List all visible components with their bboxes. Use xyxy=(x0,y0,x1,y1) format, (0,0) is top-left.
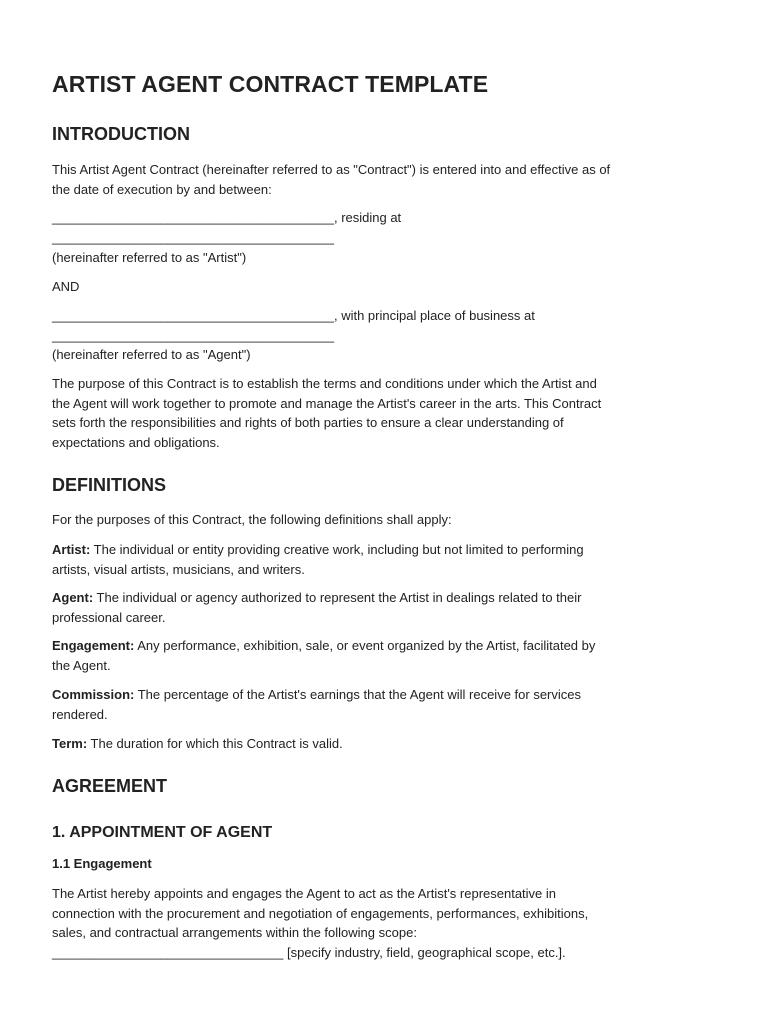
definition-text: professional career. xyxy=(52,609,166,625)
artist-name-blank: _______________________________________, residing at xyxy=(52,210,402,225)
definition-artist xyxy=(52,540,724,579)
intro-paragraph xyxy=(52,160,724,199)
introduction-heading: INTRODUCTION xyxy=(52,124,190,144)
purpose-line: the Agent will work together to promote and manage the Artist's career in the arts. This Contract xyxy=(52,395,602,411)
definition-commission xyxy=(52,685,724,724)
definition-term-duration xyxy=(52,734,724,754)
definition-text: Any performance, exhibition, sale, or event organized by the Artist, facilitated by xyxy=(134,638,596,653)
and-separator: AND xyxy=(52,279,80,294)
artist-reference: (hereinafter referred to as "Artist") xyxy=(52,250,247,265)
definition-term: Engagement: xyxy=(52,638,135,653)
engagement-line: sales, and contractual arrangements within the following scope: xyxy=(52,925,417,940)
engagement-paragraph xyxy=(52,884,724,962)
definitions-heading: DEFINITIONS xyxy=(52,475,167,495)
definition-term: Artist: xyxy=(52,542,91,557)
engagement-line: connection with the procurement and negotiation of engagements, performances, exhibitions, xyxy=(52,905,589,921)
definition-engagement xyxy=(52,636,724,675)
purpose-line: The purpose of this Contract is to establish the terms and conditions under which the Artist and xyxy=(52,376,597,391)
definition-text: rendered. xyxy=(52,706,108,722)
definition-term: Term: xyxy=(52,736,88,751)
subsection-1-1-heading: 1.1 Engagement xyxy=(52,856,152,871)
section-1-heading: 1. APPOINTMENT OF AGENT xyxy=(52,824,273,841)
definition-text: the Agent. xyxy=(52,657,111,673)
definition-text: The duration for which this Contract is valid. xyxy=(87,736,343,751)
agreement-heading: AGREEMENT xyxy=(52,776,168,796)
definitions-lead: For the purposes of this Contract, the following definitions shall apply: xyxy=(52,512,452,527)
engagement-line: The Artist hereby appoints and engages the Agent to act as the Artist's representative in xyxy=(52,886,557,901)
document-title: ARTIST AGENT CONTRACT TEMPLATE xyxy=(52,71,489,97)
definition-text: The individual or entity providing creative work, including but not limited to performing xyxy=(90,542,584,557)
agent-reference: (hereinafter referred to as "Agent") xyxy=(52,347,251,362)
intro-line: This Artist Agent Contract (hereinafter referred to as "Contract") is entered into and effective as of xyxy=(52,162,611,177)
agent-address-blank: _______________________________________ xyxy=(52,328,334,343)
definition-agent xyxy=(52,588,724,627)
purpose-line: expectations and obligations. xyxy=(52,434,220,450)
definition-text: The percentage of the Artist's earnings that the Agent will receive for services xyxy=(134,687,581,702)
purpose-line: sets forth the responsibilities and rights of both parties to ensure a clear understanding of xyxy=(52,415,564,430)
definition-term: Agent: xyxy=(52,590,94,605)
definition-text: The individual or agency authorized to represent the Artist in dealings related to their xyxy=(93,590,582,605)
agent-name-blank: _______________________________________, with principal place of business at xyxy=(52,308,535,323)
definition-term: Commission: xyxy=(52,687,135,702)
purpose-paragraph xyxy=(52,374,724,452)
artist-address-blank: _______________________________________ xyxy=(52,230,334,245)
engagement-line: ________________________________ [specify industry, field, geographical scope, etc.]. xyxy=(52,944,566,960)
definition-text: artists, visual artists, musicians, and writers. xyxy=(52,561,305,577)
intro-line: the date of execution by and between: xyxy=(52,181,272,197)
